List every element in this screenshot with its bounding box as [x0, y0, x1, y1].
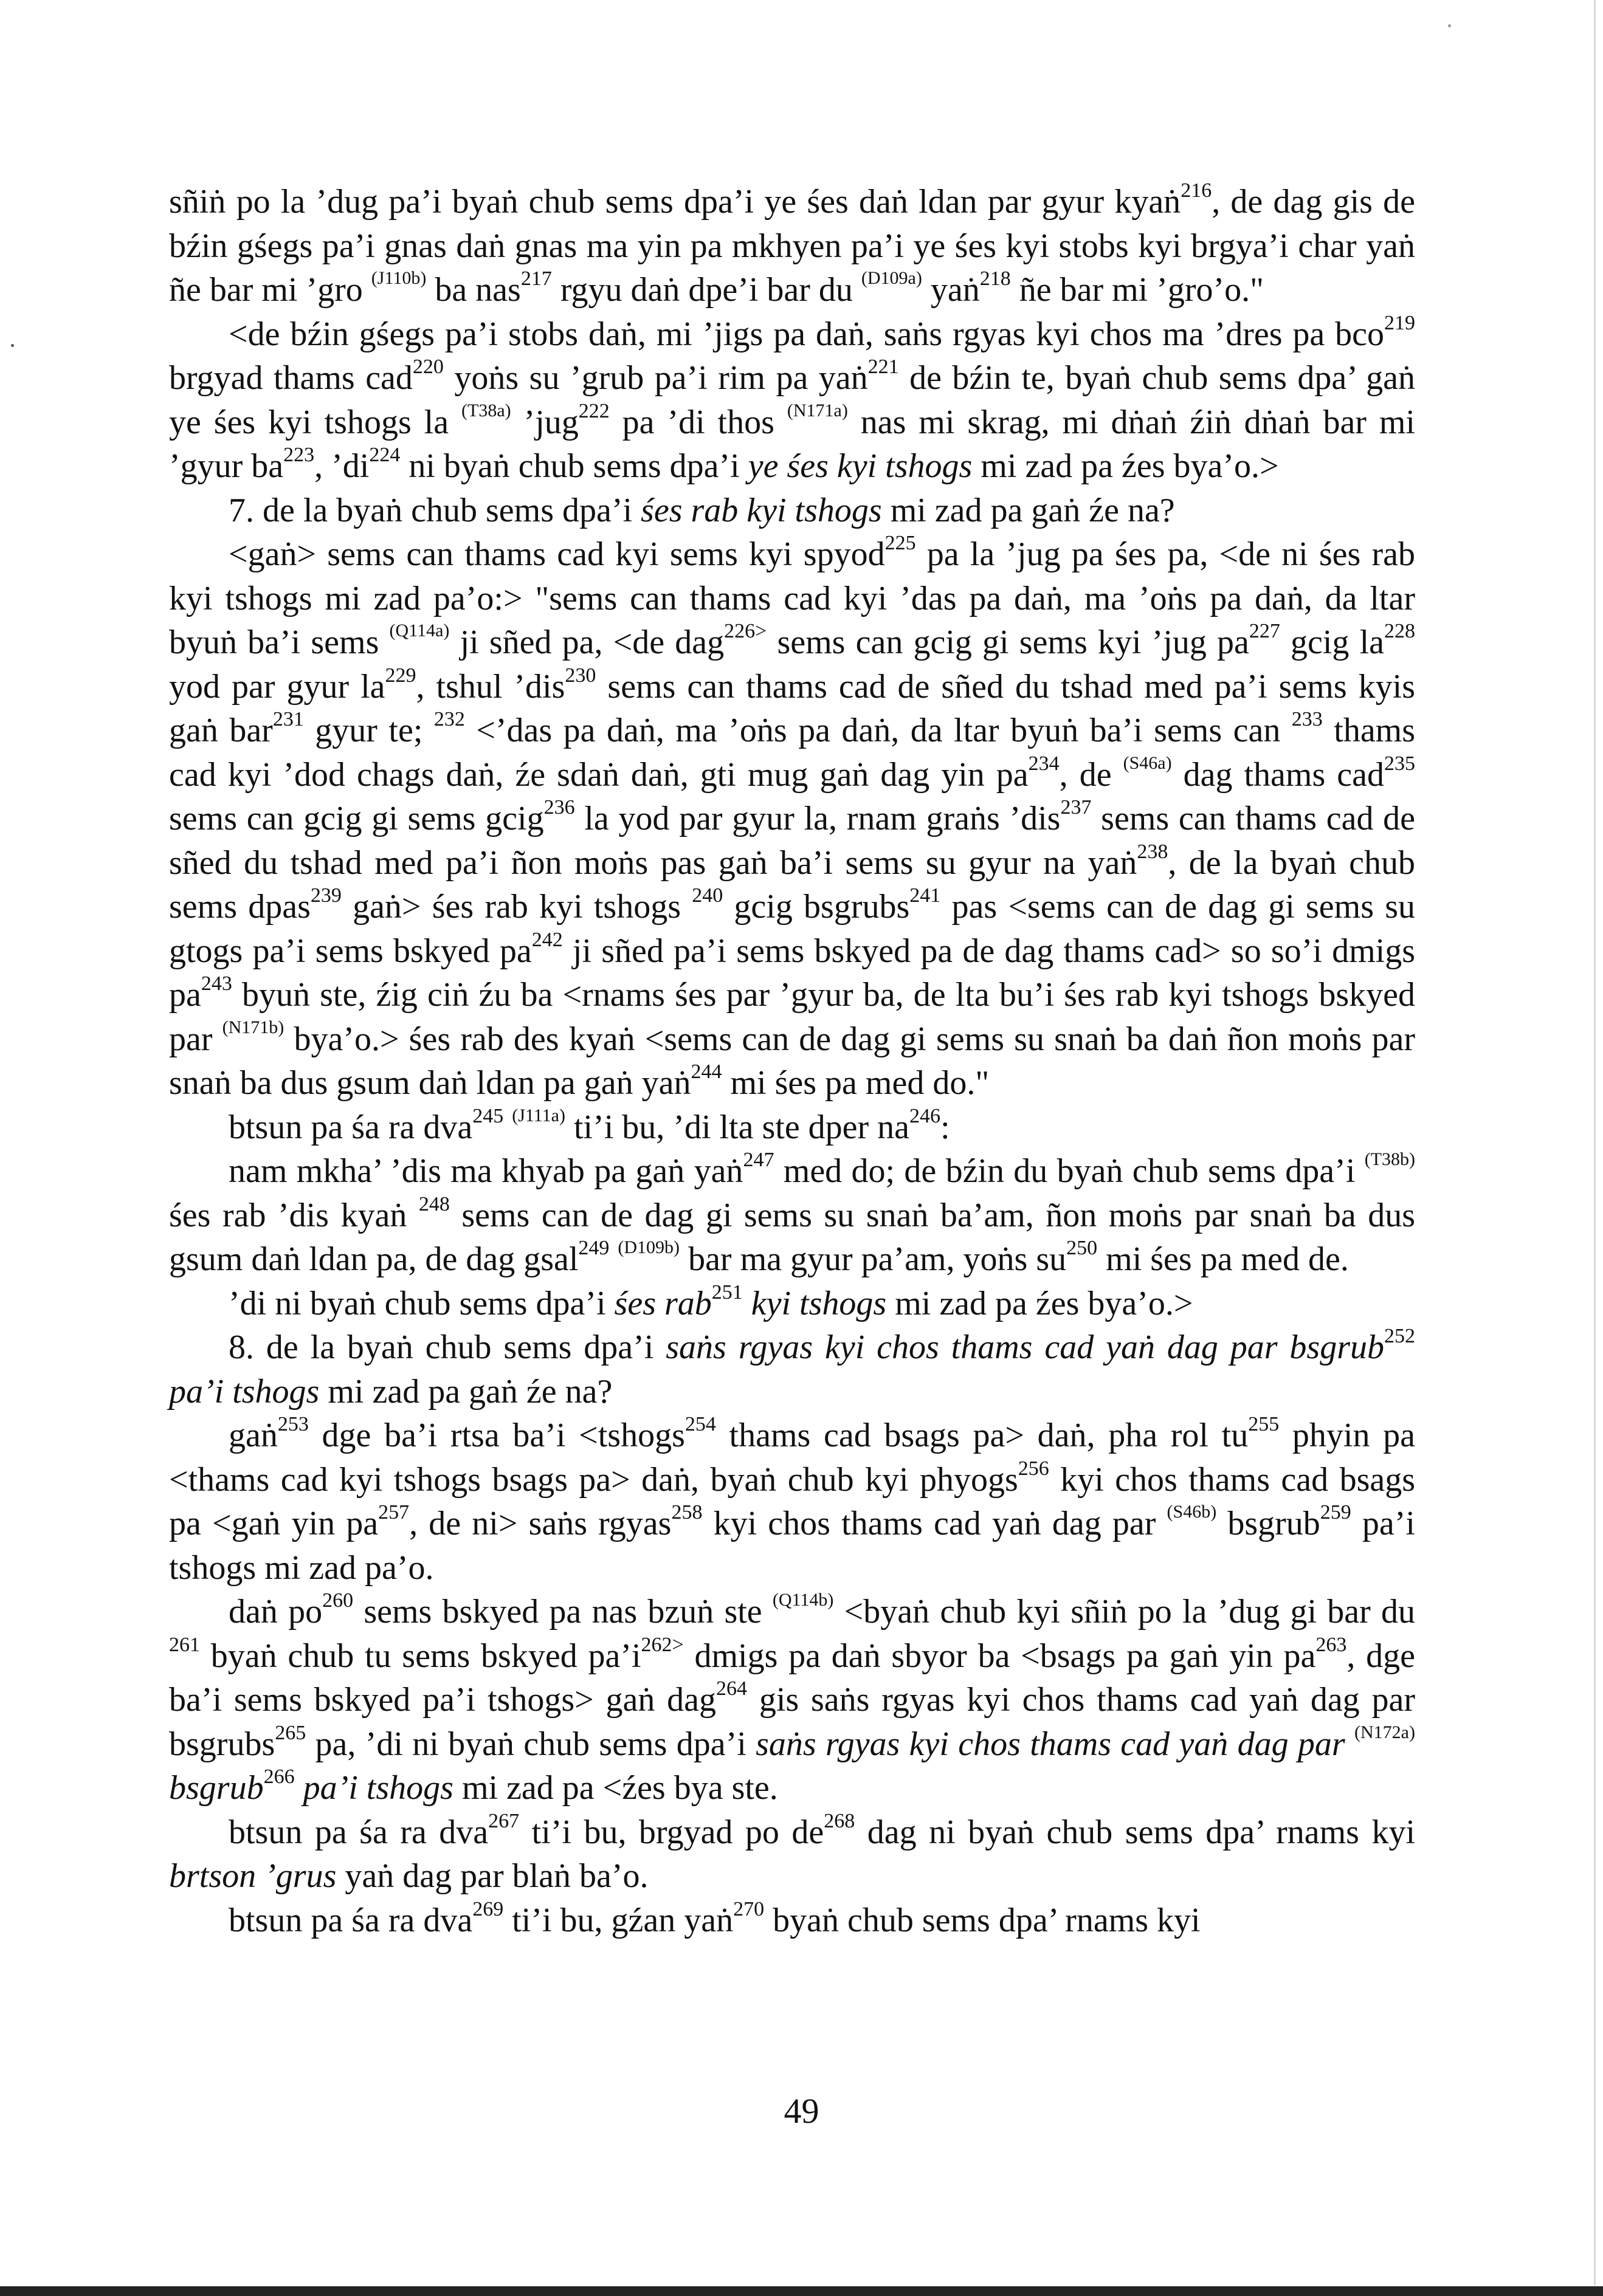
text-run: btsun pa śa ra dva — [229, 1108, 473, 1146]
text-run: pa la ’jug pa śes pa, <de ni śes rab kyi tshogs mi zad pa’o:> "sems can thams cad kyi ’das pa daṅ, ma ’oṅs pa daṅ, da ltar byuṅ ba’i sems — [169, 535, 1415, 661]
text-run: gaṅ> śes rab kyi tshogs — [341, 888, 692, 926]
text-run: sems can gcig gi sems gcig — [169, 800, 544, 837]
footnote-ref: 255 — [1248, 1413, 1280, 1435]
footnote-ref: 245 — [472, 1104, 504, 1127]
footnote-ref: 253 — [277, 1413, 309, 1435]
paragraph — [169, 1414, 1415, 1590]
footnote-ref: 231 — [272, 708, 304, 730]
text-run: ba nas — [426, 271, 521, 309]
text-run: mi zad pa źes bya’o.> — [972, 447, 1279, 485]
manuscript-folio-ref: (N171b) — [222, 1017, 284, 1037]
text-run: rgyu daṅ dpe’i bar du — [551, 271, 861, 309]
scan-speck — [1448, 24, 1451, 27]
manuscript-folio-ref: (D109b) — [618, 1237, 680, 1257]
text-run: la yod par gyur la, rnam graṅs ’dis — [574, 800, 1061, 837]
text-run: pa’i tshogs mi zad pa’o. — [169, 1505, 1415, 1587]
text-run: dag ni byaṅ chub sems dpa’ rnams kyi — [855, 1813, 1416, 1851]
footnote-ref: 217 — [520, 267, 552, 290]
text-run: dag thams cad — [1171, 755, 1384, 794]
text-run: pa ’di thos — [609, 403, 787, 441]
text-run: , de ni> saṅs rgyas — [409, 1505, 672, 1542]
text-run: gyur te; — [303, 712, 434, 749]
text-run: ni byaṅ chub sems dpa’i — [400, 447, 748, 485]
manuscript-folio-ref: (Q114a) — [389, 620, 450, 641]
text-run: bar ma gyur pa’am, yoṅs su — [680, 1240, 1067, 1278]
paragraph — [169, 1590, 1415, 1810]
manuscript-folio-ref: (D109a) — [861, 268, 922, 288]
footnote-ref: 226> — [724, 620, 767, 642]
footnote-ref: 247 — [743, 1149, 774, 1171]
text-run — [609, 1240, 618, 1278]
text-run: thams cad kyi ’dod chags daṅ, źe sdaṅ daṅ, gti mug gaṅ dag yin pa — [169, 712, 1416, 794]
paragraph — [169, 489, 1415, 533]
text-run: , de dag gis de bźin gśegs pa’i gnas daṅ gnas ma yin pa mkhyen pa’i ye śes kyi stobs kyi brgya’i char yaṅ ñe bar mi ’gro — [169, 183, 1416, 309]
text-run: dge ba’i rtsa ba’i <tshogs — [308, 1417, 685, 1454]
text-run: brgyad thams cad — [169, 359, 413, 397]
text-run: mi zad pa <źes bya ste. — [453, 1769, 778, 1807]
text-run: byuṅ ste, źig ciṅ źu ba <rnams śes par ’gyur ba, de lta bu’i śes rab kyi tshogs bskyed par — [169, 976, 1415, 1058]
text-run: phyin pa <thams cad kyi tshogs bsags pa> daṅ, byaṅ chub kyi phyogs — [169, 1417, 1415, 1499]
manuscript-folio-ref: (T38b) — [1364, 1149, 1416, 1169]
footnote-ref: 234 — [1028, 752, 1060, 775]
paragraph — [169, 1149, 1415, 1282]
footnote-ref: 219 — [1384, 311, 1415, 334]
scan-right-edge — [1594, 0, 1596, 2285]
manuscript-folio-ref: (T38a) — [461, 400, 511, 421]
text-run — [1345, 1725, 1354, 1763]
text-run: daṅ po — [229, 1593, 323, 1631]
manuscript-folio-ref: (Q114b) — [772, 1590, 834, 1610]
footnote-ref: 249 — [578, 1237, 610, 1259]
text-run: yaṅ — [922, 271, 980, 309]
text-run: kyi chos thams cad bsags pa <gaṅ yin pa — [169, 1460, 1416, 1542]
text-run: mi zad pa gaṅ źe na? — [319, 1372, 613, 1411]
text-run: de bźin te, byaṅ chub sems dpa’ gaṅ ye śes kyi tshogs la — [169, 359, 1416, 441]
text-run: bya’o.> śes rab des kyaṅ <sems can de dag gi sems su snaṅ ba daṅ ñon moṅs par snaṅ ba dus gsum daṅ ldan pa gaṅ yaṅ — [169, 1020, 1415, 1102]
footnote-ref: 246 — [909, 1104, 941, 1127]
text-run: <de bźin gśegs pa’i stobs daṅ, mi ’jigs pa daṅ, saṅs rgyas kyi chos ma ’dres pa bco — [229, 315, 1384, 353]
text-run: : — [940, 1108, 950, 1146]
manuscript-folio-ref: (N172a) — [1354, 1722, 1415, 1742]
footnote-ref: 236 — [543, 796, 575, 819]
text-run: , de — [1059, 755, 1123, 794]
paragraph — [169, 312, 1415, 489]
footnote-ref: 257 — [378, 1501, 410, 1524]
footnote-ref: 254 — [684, 1413, 716, 1435]
footnote-ref: 267 — [488, 1809, 520, 1832]
footnote-ref: 268 — [824, 1809, 855, 1832]
text-run: gcig bsgrubs — [723, 888, 910, 926]
paragraph — [169, 1325, 1415, 1414]
italic-term: brtson ’grus — [169, 1857, 337, 1895]
text-run: mi zad pa gaṅ źe na? — [881, 491, 1175, 529]
footnote-ref: 228 — [1384, 620, 1416, 642]
footnote-ref: 250 — [1066, 1237, 1098, 1259]
italic-term: saṅs rgyas kyi chos thams cad yaṅ dag par — [756, 1725, 1345, 1763]
page-number: 49 — [784, 2091, 819, 2131]
paragraph — [169, 1810, 1415, 1899]
footnote-ref: 262> — [641, 1633, 684, 1656]
italic-term: ye śes kyi tshogs — [748, 447, 973, 485]
manuscript-folio-ref: (S46b) — [1167, 1502, 1217, 1522]
footnote-ref: 222 — [578, 399, 610, 422]
text-run: thams cad bsags pa> daṅ, pha rol tu — [715, 1417, 1249, 1454]
italic-term: kyi tshogs — [751, 1284, 887, 1322]
footnote-ref: 220 — [412, 356, 444, 378]
text-run: sems can de dag gi sems su snaṅ ba’am, ñon moṅs par snaṅ ba dus gsum daṅ ldan pa, de dag gsal — [169, 1196, 1415, 1278]
scan-speck — [11, 344, 14, 347]
text-run: ti’i bu, gźan yaṅ — [503, 1901, 734, 1939]
text-run — [295, 1769, 303, 1807]
text-run: bsgrub — [1216, 1505, 1320, 1542]
footnote-ref: 248 — [418, 1192, 450, 1215]
text-run: yod par gyur la — [169, 667, 385, 706]
scan-bottom-edge — [0, 2286, 1603, 2296]
italic-term: pa’i tshogs — [303, 1769, 453, 1807]
text-run: sems bskyed pa nas bzuṅ ste — [353, 1593, 773, 1631]
footnote-ref: 243 — [201, 972, 232, 995]
italic-term: śes rab — [614, 1284, 712, 1322]
text-run: sems can gcig gi sems kyi ’jug pa — [767, 624, 1249, 661]
text-run: med do; de bźin du byaṅ chub sems dpa’i — [774, 1152, 1365, 1190]
text-run: gis saṅs rgyas kyi chos thams cad yaṅ dag par bsgrubs — [169, 1681, 1415, 1763]
text-run: dmigs pa daṅ sbyor ba <bsags pa gaṅ yin pa — [683, 1637, 1316, 1675]
footnote-ref: 251 — [711, 1280, 743, 1304]
text-run: yoṅs su ’grub pa’i rim pa yaṅ — [443, 359, 868, 397]
footnote-ref: 244 — [691, 1060, 722, 1083]
footnote-ref: 269 — [472, 1897, 504, 1920]
text-run: śes rab ’dis kyaṅ — [169, 1196, 419, 1234]
text-run: nas mi skrag, mi dṅaṅ źiṅ dṅaṅ bar mi ’gyur ba — [169, 403, 1415, 485]
paragraph — [169, 1105, 1415, 1150]
footnote-ref: 224 — [369, 444, 401, 466]
text-run — [503, 1108, 512, 1146]
footnote-ref: 263 — [1315, 1633, 1347, 1656]
footnote-ref: 230 — [565, 664, 596, 687]
footnote-ref: 238 — [1137, 840, 1168, 863]
footnote-ref: 233 — [1291, 708, 1323, 730]
footnote-ref: 235 — [1384, 752, 1415, 775]
text-run: ji sñed pa, <de dag — [449, 624, 725, 661]
paragraph — [169, 532, 1415, 1105]
footnote-ref: 223 — [283, 444, 315, 466]
footnote-ref: 227 — [1249, 620, 1280, 642]
text-run: btsun pa śa ra dva — [229, 1813, 489, 1851]
footnote-ref: 216 — [1181, 179, 1212, 202]
text-run: <’das pa daṅ, ma ’oṅs pa daṅ, da ltar byuṅ ba’i sems can — [464, 712, 1292, 749]
text-run: <gaṅ> sems can thams cad kyi sems kyi spyod — [229, 535, 885, 573]
footnote-ref: 266 — [263, 1765, 295, 1788]
text-run: mi śes pa med do." — [722, 1064, 990, 1102]
paragraph — [169, 1282, 1415, 1326]
footnote-ref: 260 — [322, 1589, 354, 1612]
footnote-ref: 240 — [692, 884, 723, 907]
footnote-ref: 258 — [671, 1501, 703, 1524]
manuscript-folio-ref: (J111a) — [512, 1105, 565, 1126]
footnote-ref: 265 — [275, 1721, 306, 1744]
text-run: sñiṅ po la ’dug pa’i byaṅ chub sems dpa’i ye śes daṅ ldan par gyur kyaṅ — [169, 183, 1181, 221]
footnote-ref: 221 — [867, 356, 899, 378]
text-run: ’di ni byaṅ chub sems dpa’i — [229, 1284, 615, 1322]
footnote-ref: 256 — [1018, 1457, 1049, 1480]
text-run: , ’di — [314, 447, 370, 485]
text-run: pas <sems can de dag gi sems su gtogs pa’i sems bskyed pa — [169, 888, 1415, 970]
text-run — [743, 1285, 751, 1322]
footnote-ref: 252 — [1384, 1325, 1416, 1347]
text-run: <byaṅ chub kyi sñiṅ po la ’dug gi bar du — [833, 1593, 1416, 1631]
text-run: ti’i bu, ’di lta ste dper na — [565, 1108, 910, 1146]
footnote-ref: 232 — [433, 708, 465, 730]
text-run: nam mkha’ ’dis ma khyab pa gaṅ yaṅ — [229, 1152, 743, 1190]
text-run: sems can thams cad de sñed du tshad med pa’i ñon moṅs pas gaṅ ba’i sems su gyur na yaṅ — [169, 800, 1415, 882]
text-run: , de la byaṅ chub sems dpas — [169, 844, 1415, 926]
text-run: byaṅ chub tu sems bskyed pa’i — [200, 1637, 641, 1675]
text-run: 8. de la byaṅ chub sems dpa’i — [229, 1328, 666, 1366]
text-run: ’jug — [511, 403, 579, 441]
italic-term: bsgrub — [169, 1769, 264, 1807]
footnote-ref: 242 — [531, 928, 563, 951]
text-run: gaṅ — [229, 1417, 278, 1454]
body-text — [169, 180, 1415, 1942]
text-run: pa, ’di ni byaṅ chub sems dpa’i — [306, 1725, 756, 1763]
footnote-ref: 239 — [310, 884, 342, 907]
text-run: sems can thams cad de sñed du tshad med pa’i sems kyis gaṅ bar — [169, 667, 1415, 749]
text-run: , tshul ’dis — [416, 667, 565, 706]
footnote-ref: 229 — [385, 664, 416, 687]
footnote-ref: 218 — [979, 267, 1011, 290]
text-run: kyi chos thams cad yaṅ dag par — [702, 1505, 1167, 1542]
text-run: gcig la — [1280, 624, 1385, 661]
text-run: mi zad pa źes bya’o.> — [886, 1284, 1193, 1322]
italic-term: śes rab kyi tshogs — [641, 491, 882, 529]
text-run: ñe bar mi ’gro’o." — [1010, 271, 1264, 309]
text-run: mi śes pa med de. — [1097, 1240, 1349, 1278]
text-run: ti’i bu, brgyad po de — [519, 1813, 824, 1851]
italic-term: pa’i tshogs — [169, 1372, 320, 1411]
italic-term: saṅs rgyas kyi chos thams cad yaṅ dag par bsgrub — [666, 1328, 1385, 1366]
text-run: 7. de la byaṅ chub sems dpa’i — [229, 491, 641, 529]
footnote-ref: 264 — [716, 1677, 748, 1700]
manuscript-folio-ref: (J110b) — [371, 268, 427, 288]
text-run: btsun pa śa ra dva — [229, 1901, 473, 1939]
footnote-ref: 270 — [733, 1897, 765, 1920]
manuscript-folio-ref: (S46a) — [1123, 752, 1172, 773]
paragraph — [169, 1899, 1415, 1943]
footnote-ref: 225 — [884, 532, 916, 554]
text-run: , dge ba’i sems bskyed pa’i tshogs> gaṅ dag — [169, 1637, 1415, 1719]
manuscript-folio-ref: (N171a) — [787, 400, 848, 421]
text-run: yaṅ dag par blaṅ ba’o. — [336, 1857, 649, 1895]
footnote-ref: 241 — [909, 884, 941, 907]
footnote-ref: 261 — [169, 1633, 200, 1656]
footnote-ref: 259 — [1320, 1501, 1351, 1524]
text-run: ji sñed pa’i sems bskyed pa de dag thams cad> so so’i dmigs pa — [169, 932, 1415, 1014]
text-run: byaṅ chub sems dpa’ rnams kyi — [764, 1901, 1201, 1939]
paragraph — [169, 180, 1415, 312]
footnote-ref: 237 — [1060, 796, 1092, 819]
